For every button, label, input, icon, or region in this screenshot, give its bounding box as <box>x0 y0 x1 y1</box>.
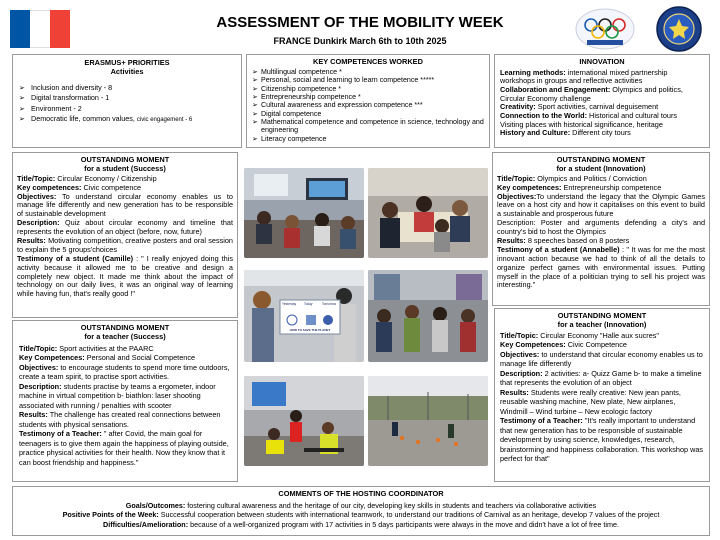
arrow-bullet-icon: ➢ <box>252 84 258 93</box>
teacher-innovation-row <box>500 331 704 340</box>
photo-classroom-screen <box>244 168 364 258</box>
innovation-rows <box>500 69 704 138</box>
student-success-row <box>17 237 233 255</box>
competence-item <box>252 93 484 101</box>
competence-item-text: Citizenship competence * <box>261 84 342 93</box>
student-innovation-row <box>497 219 705 237</box>
student-innovation-row <box>497 246 705 290</box>
competence-item <box>252 110 484 118</box>
teacher-success-row-text: Sport activities at the PAARC <box>57 343 154 353</box>
competence-item-text: Personal, social and learning to learn competence ***** <box>261 76 435 85</box>
erasmus-item-label: Inclusion and diversity - 8 <box>31 82 113 92</box>
teacher-success-row <box>19 410 231 429</box>
teacher-innovation-rows <box>500 331 704 464</box>
poster-label-today: Today <box>304 302 313 306</box>
teacher-success-row-label: Testimony of a Teacher: <box>19 429 102 439</box>
innovation-row-label: Connection to the World: <box>500 110 588 120</box>
competence-item <box>252 118 484 135</box>
teacher-innovation-row-label: Objectives: <box>500 349 540 359</box>
teacher-success-row <box>19 353 231 362</box>
teacher-innovation-row-text: Circular Economy "Halle aux sucres" <box>538 330 660 340</box>
student-success-row-label: Title/Topic: <box>17 173 56 183</box>
page-subtitle: FRANCE Dunkirk March 6th to 10th 2025 <box>273 36 447 46</box>
erasmus-item <box>19 83 235 93</box>
french-flag <box>10 10 70 48</box>
coordinator-row <box>19 520 703 530</box>
teacher-success-subtitle: for a teacher (Success) <box>84 331 166 341</box>
teacher-innovation-title: OUTSTANDING MOMENT <box>557 311 647 320</box>
teacher-success-row-text: to encourage students to spend more time outdoors, create a team spirit, to practise sport activities. <box>19 362 230 382</box>
teacher-success-row <box>19 382 231 410</box>
teacher-success-row-text: The challenge has created real connections between students with physical sensations. <box>19 410 221 429</box>
competence-item-text: Digital competence <box>261 109 322 118</box>
student-success-row <box>17 219 233 237</box>
student-success-row-text: Circular Economy / Citizenship <box>55 173 157 183</box>
arrow-bullet-icon: ➢ <box>252 134 258 143</box>
erasmus-item-label: Digital transformation - 1 <box>31 93 110 103</box>
teacher-innovation-row-text: Civic Competence <box>565 340 627 350</box>
student-innovation-row <box>497 193 705 220</box>
key-competences-box <box>246 54 490 148</box>
student-success-row-text: : " I really enjoyed doing this activity because it allowed me to be creative and design a completely new object. It made me think about the impact of technology on our daily lives, it was an original way of learning while having fun, that's really good !" <box>17 253 233 299</box>
student-success-row <box>17 193 233 220</box>
erasmus-item-text <box>31 93 109 103</box>
teacher-success-row-text: Personal and Social Competence <box>84 353 196 363</box>
teacher-success-row-label: Results: <box>19 410 48 420</box>
teacher-innovation-row-text: 2 activities: a- Quizz Game b- to make a timeline that represents the evolution of an object <box>500 368 702 388</box>
coordinator-row-label: Difficulties/Amelioration: <box>103 519 189 529</box>
innovation-row-label: History and Culture: <box>500 128 571 138</box>
coordinator-row <box>19 501 703 511</box>
innovation-row-text: international mixed partnership workshops in groups and reflective activities <box>500 67 668 86</box>
arrow-bullet-icon: ➢ <box>252 118 258 127</box>
competence-item <box>252 135 484 143</box>
student-success-row-label: Key competences: <box>17 182 82 192</box>
student-success-row-text: Motivating competition, creative posters and oral session to explain the 5 groups'choices <box>17 235 233 254</box>
photo-outdoor-biathlon <box>368 376 488 466</box>
competence-item-text: Cultural awareness and expression competence *** <box>261 101 423 110</box>
coordinator-row <box>19 510 703 520</box>
competence-item <box>252 85 484 93</box>
teacher-success-row <box>19 344 231 353</box>
teacher-success-title: OUTSTANDING MOMENT <box>80 323 170 332</box>
teacher-success-row-text: " after Covid, the main goal for teenagers is to give them again the happiness of playing outside, practice physical activities for their health. Now they know that it can boost friendship and happiness." <box>19 429 229 467</box>
innovation-row-label: Creativity: <box>500 102 536 112</box>
student-success-row-text: Quiz about circular economy and timeline that represents the evolution of an object (before, now, future) <box>17 218 233 237</box>
student-success-subtitle: for a student (Success) <box>84 163 166 173</box>
student-success-row-text: To understand circular economy enables us to manage life differently and new generation has to be responsible of sustainable development <box>17 191 233 219</box>
teacher-success-row <box>19 363 231 382</box>
innovation-row <box>500 69 704 86</box>
erasmus-item-small: civic engagement - 6 <box>136 117 193 124</box>
student-innovation-row-label: Key competences: <box>497 182 562 192</box>
teacher-success-row-label: Title/Topic: <box>19 343 58 353</box>
teacher-innovation-subtitle: for a teacher (Innovation) <box>557 319 647 329</box>
poster-caption: HOW TO SAVE THE PLANET <box>289 328 331 332</box>
erasmus-item <box>19 114 235 125</box>
competence-item <box>252 76 484 84</box>
arrow-bullet-icon: ➢ <box>19 82 26 92</box>
erasmus-item <box>19 93 235 103</box>
school-crest-icon <box>656 6 702 52</box>
teacher-innovation-row-text: Students were really creative: New jean pants, reusable washing machine, New plate, New airplanes, Windmill – Wind turbine – New ecologic factory <box>500 387 681 416</box>
page-title: ASSESSMENT OF THE MOBILITY WEEK <box>216 14 504 31</box>
teacher-success-box <box>12 320 238 482</box>
poster-label-tomorrow: Tomorrow <box>322 302 336 306</box>
innovation-row <box>500 129 704 138</box>
teacher-innovation-row <box>500 350 704 369</box>
erasmus-subtitle: Activities <box>110 66 144 76</box>
coordinator-row-label: Positive Points of the Week: <box>62 510 159 520</box>
innovation-title: INNOVATION <box>579 57 625 66</box>
student-success-rows <box>17 175 233 299</box>
erasmus-list <box>19 83 235 125</box>
erasmus-item-text <box>31 83 112 93</box>
teacher-innovation-row-label: Results: <box>500 387 529 397</box>
arrow-bullet-icon: ➢ <box>252 101 258 110</box>
teacher-success-row-text: students practise by teams a ergometer, indoor machine in virtual competition b- biathlon: laser shooting associated with running / penalties with scooter <box>19 381 216 410</box>
coordinator-row-text: because of a well-organized program with 17 activities in 5 days participants were always in the move and didn't have a lot of free time. <box>188 519 619 529</box>
student-success-row-text: Civic competence <box>81 182 142 192</box>
competence-item-text: Multilingual competence * <box>261 67 342 76</box>
coordinator-row-label: Goals/Outcomes: <box>125 500 186 510</box>
student-success-box <box>12 152 238 318</box>
innovation-row-text: Different city tours <box>570 128 631 138</box>
student-innovation-row-text: 8 speeches based on 8 posters <box>525 235 630 245</box>
student-innovation-row-text: To understand the legacy that the Olympic Games leave on a host city and how it capitalises on this event to build a sustainable and prosperous future <box>497 191 705 219</box>
competences-title: KEY COMPETENCES WORKED <box>313 57 423 66</box>
photo-poster-presentation <box>244 270 364 362</box>
erasmus-item-label: Democratic life, common values, <box>31 114 137 124</box>
teacher-innovation-box <box>494 308 710 482</box>
poster-label-yesterday: Yesterday <box>282 302 297 306</box>
student-success-row <box>17 255 233 299</box>
innovation-box <box>494 54 710 148</box>
teacher-innovation-row <box>500 340 704 349</box>
teacher-success-row <box>19 429 231 467</box>
photo-student-speeches <box>368 270 488 362</box>
arrow-bullet-icon: ➢ <box>252 76 258 85</box>
erasmus-title: ERASMUS+ PRIORITIES <box>84 58 170 67</box>
teacher-success-row-label: Description: <box>19 381 62 391</box>
erasmus-priorities-box <box>12 54 242 148</box>
teacher-innovation-row <box>500 388 704 416</box>
erasmus-item-text <box>31 104 82 114</box>
teacher-success-row-label: Objectives: <box>19 362 59 372</box>
student-innovation-row-label: Results: <box>497 235 526 245</box>
student-innovation-row-text: Olympics and Politics / Conviction <box>535 173 647 183</box>
olympic-badge-icon <box>575 8 635 50</box>
photo-group-workshop <box>368 168 488 258</box>
student-innovation-subtitle: for a student (Innovation) <box>556 163 646 173</box>
teacher-innovation-row <box>500 369 704 388</box>
arrow-bullet-icon: ➢ <box>19 114 26 124</box>
student-innovation-row-text: : " It was for me the most innovant action because we had to think of all the details to organize perfect games with environmental issues. Putting myself in the place of a politician trying to sell his project was interesting." <box>497 244 705 290</box>
coordinator-row-text: Successful cooperation between students with international teamwork, to understand our traditions of Carnival as an heritage, develop 7 values of the project <box>158 510 660 520</box>
competence-item-text: Mathematical competence and competence in science, technology and engineering <box>261 118 484 135</box>
innovation-row-label: Learning methods: <box>500 67 566 77</box>
arrow-bullet-icon: ➢ <box>19 93 26 103</box>
innovation-row-text: Olympics and politics, Circular Economy challenge <box>500 85 683 103</box>
erasmus-item <box>19 104 235 114</box>
teacher-innovation-row-label: Title/Topic: <box>500 330 539 340</box>
teacher-innovation-row <box>500 416 704 463</box>
arrow-bullet-icon: ➢ <box>19 103 26 113</box>
student-innovation-row-label: Title/Topic: <box>497 173 536 183</box>
teacher-success-row-label: Key Competences: <box>19 353 85 363</box>
student-innovation-title: OUTSTANDING MOMENT <box>556 155 646 164</box>
arrow-bullet-icon: ➢ <box>252 109 258 118</box>
student-success-row-label: Objectives: <box>17 191 57 201</box>
arrow-bullet-icon: ➢ <box>252 67 258 76</box>
coordinator-box <box>12 486 710 536</box>
student-success-title: OUTSTANDING MOMENT <box>80 155 170 164</box>
coordinator-title: COMMENTS OF THE HOSTING COORDINATOR <box>278 489 444 498</box>
competence-item <box>252 101 484 109</box>
teacher-innovation-row-label: Key Competences: <box>500 340 566 350</box>
student-success-row-label: Testimony of a student (Camille) <box>17 253 134 263</box>
innovation-row-text: Visiting places with historical significance, heritage <box>500 119 663 129</box>
innovation-row-text: Sport activities, carnival deguisement <box>535 102 659 112</box>
competence-item-text: Entrepreneurship competence * <box>261 92 361 101</box>
teacher-innovation-row-text: to understand that circular economy enables us to manage life differently <box>500 349 703 369</box>
teacher-innovation-row-label: Testimony of a Teacher: <box>500 416 583 426</box>
teacher-innovation-row-text: "It's really important to understand that new generation has to be responsible of sustainable development by using science, knowledges, research, brainstorming and happiness collaboration. This workshop was perfect for that" <box>500 416 704 464</box>
competence-item-text: Literacy competence <box>261 134 327 143</box>
photo-indoor-ergometer <box>244 376 364 466</box>
competence-item <box>252 68 484 76</box>
student-innovation-row-label: Testimony of a student (Annabelle) <box>497 244 620 254</box>
student-innovation-row-text: Description: Poster and arguments defending a city's and country's bid to host the Olympics <box>497 218 705 237</box>
teacher-success-rows <box>19 344 231 467</box>
student-innovation-row-label: Objectives: <box>497 191 537 201</box>
arrow-bullet-icon: ➢ <box>252 92 258 101</box>
coordinator-row-text: fostering cultural awareness and the heritage of our city, developing key skills in students and teachers via collaborative activities <box>185 500 597 510</box>
student-innovation-rows <box>497 175 705 291</box>
teacher-innovation-row-label: Description: <box>500 368 543 378</box>
student-innovation-row-text: Entrepreneurship competence <box>561 182 662 192</box>
student-success-row-label: Description: <box>17 218 60 228</box>
coordinator-rows <box>19 501 703 530</box>
competences-list <box>252 68 484 143</box>
innovation-row <box>500 86 704 103</box>
erasmus-item-label: Environment - 2 <box>31 103 82 113</box>
innovation-row-label: Collaboration and Engagement: <box>500 85 611 95</box>
erasmus-item-text <box>31 114 192 125</box>
student-success-row-label: Results: <box>17 235 46 245</box>
student-innovation-box <box>492 152 710 306</box>
innovation-row-text: Historical and cultural tours <box>587 110 678 120</box>
